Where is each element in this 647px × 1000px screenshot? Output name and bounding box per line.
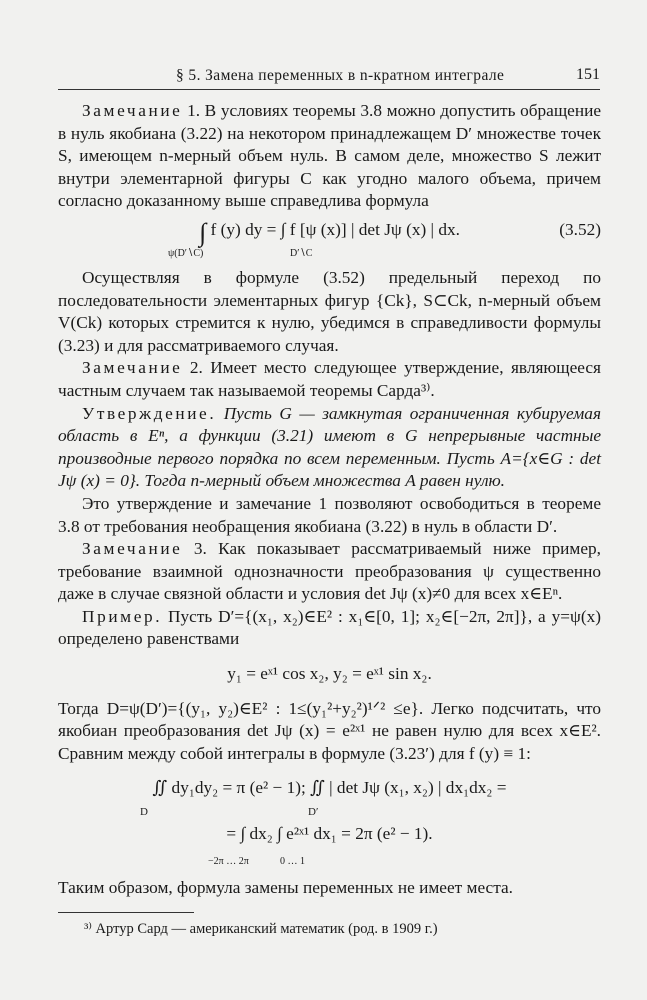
statement-text: Пусть G — замкнутая ограниченная кубируемая область в Eⁿ, а функции (3.21) имеют в G непрерывные частные производные первого порядка по всем переменным. Пусть A={x∈G : det Jψ (x) = 0}. Тогда n-мерный объем множества A равен нулю. — [58, 403, 601, 491]
header-rule — [58, 89, 600, 90]
equation-3-52-number: (3.52) — [559, 219, 601, 239]
example-label: Пример. — [82, 606, 163, 626]
paragraph-sard-consequence: Это утверждение и замечание 1 позволяют освободиться в теореме 3.8 от требования необращения якобиана (3.22) в нуль в области D′. — [58, 493, 601, 536]
equation-double-integrals — [58, 777, 601, 817]
statement-label: Утверждение. — [82, 403, 217, 423]
eq1-lower-limit-2: D′∖C — [290, 247, 313, 259]
eq1-lower-limit-1: ψ(D′∖C) — [168, 247, 204, 259]
remark-1 — [58, 100, 601, 213]
remark-2-label: Замечание — [82, 358, 183, 378]
eq4-outer-limits: −2π … 2π — [208, 856, 249, 868]
equation-3-52-body: f (y) dy = ∫ f [ψ (x)] | det Jψ (x) | dx. — [210, 219, 460, 239]
example-text: Пусть D′={(x₁, x₂)∈E² : x₁∈[0, 1]; x₂∈[−2π, 2π]}, а y=ψ(x) определено равенствами — [58, 606, 601, 649]
remark-1-label: Замечание — [82, 101, 183, 120]
equation-iterated-integral-body: = ∫ dx₂ ∫ e²ˣ¹ dx₁ = 2π (e² − 1). — [226, 824, 433, 844]
footnote-rule — [58, 912, 194, 913]
page-body — [58, 92, 601, 939]
remark-3-label: Замечание — [82, 539, 183, 559]
statement — [58, 403, 601, 493]
running-header — [58, 62, 600, 92]
footnote: ³⁾ Артур Сард — американский математик (род. в 1909 г.) — [84, 921, 438, 938]
equation-double-integrals-body: ∬ dy₁dy₂ = π (e² − 1); ∬ | det Jψ (x₁, x₂) | dx₁dx₂ = — [152, 778, 507, 798]
remark-3-text: 3. Как показывает рассматриваемый ниже пример, требование взаимной однозначности преобразования ψ существенно даже в случае связной области и условия det Jψ (x)≠0 для всех x∈Eⁿ. — [58, 539, 601, 604]
page-number: 151 — [576, 66, 600, 83]
remark-2-text: 2. Имеет место следующее утверждение, являющееся частным случаем так называемой теоремы Сарда³⁾. — [58, 358, 602, 400]
equation-iterated-integral — [58, 823, 601, 869]
remark-1-text: 1. В условиях теоремы 3.8 можно допустить обращение в нуль якобиана (3.22) на некотором принадлежащем D′ множестве точек S, имеющем n-мерный объем нуль. В самом деле, множество S лежит внутри элементарной фигуры C как угодно малого объема, причем согласно доказанному выше справедлива формула — [58, 101, 601, 211]
paragraph-limit-passage: Осуществляя в формуле (3.52) предельный переход по последовательности элементарных фигур {Ck}, S⊂Ck, n-мерный объем V(Ck) которых стремится к нулю, убедимся в справедливости формулы (3.23) и для рассматриваемого случая. — [58, 267, 601, 355]
remark-2 — [58, 357, 601, 402]
equation-3-52: ∫ f (y) dy = ∫ f [ψ (x)] | det Jψ (x) | dx. (3.52) ψ(D′∖C) D′∖C — [58, 219, 601, 259]
example — [58, 606, 601, 651]
header-title: § 5. Замена переменных в n-кратном интеграле — [176, 67, 505, 84]
eq3-lower-limit-2: D′ — [308, 806, 319, 819]
eq3-lower-limit-1: D — [140, 806, 148, 819]
paragraph-conclusion: Таким образом, формула замены переменных не имеет места. — [58, 878, 513, 898]
eq4-inner-limits: 0 … 1 — [280, 856, 305, 868]
paragraph-then: Тогда D=ψ(D′)={(y₁, y₂)∈E² : 1≤(y₁²+y₂²)¹ᐟ² ≤e}. Легко подсчитать, что якобиан преобразования det Jψ (x) = e²ˣ¹ не равен нулю для всех x∈E². Сравним между собой интегралы в формуле (3.23′) для f (y) ≡ 1: — [58, 698, 601, 763]
remark-3 — [58, 538, 601, 606]
equation-mapping: y₁ = eˣ¹ cos x₂, y₂ = eˣ¹ sin x₂. — [227, 664, 432, 684]
